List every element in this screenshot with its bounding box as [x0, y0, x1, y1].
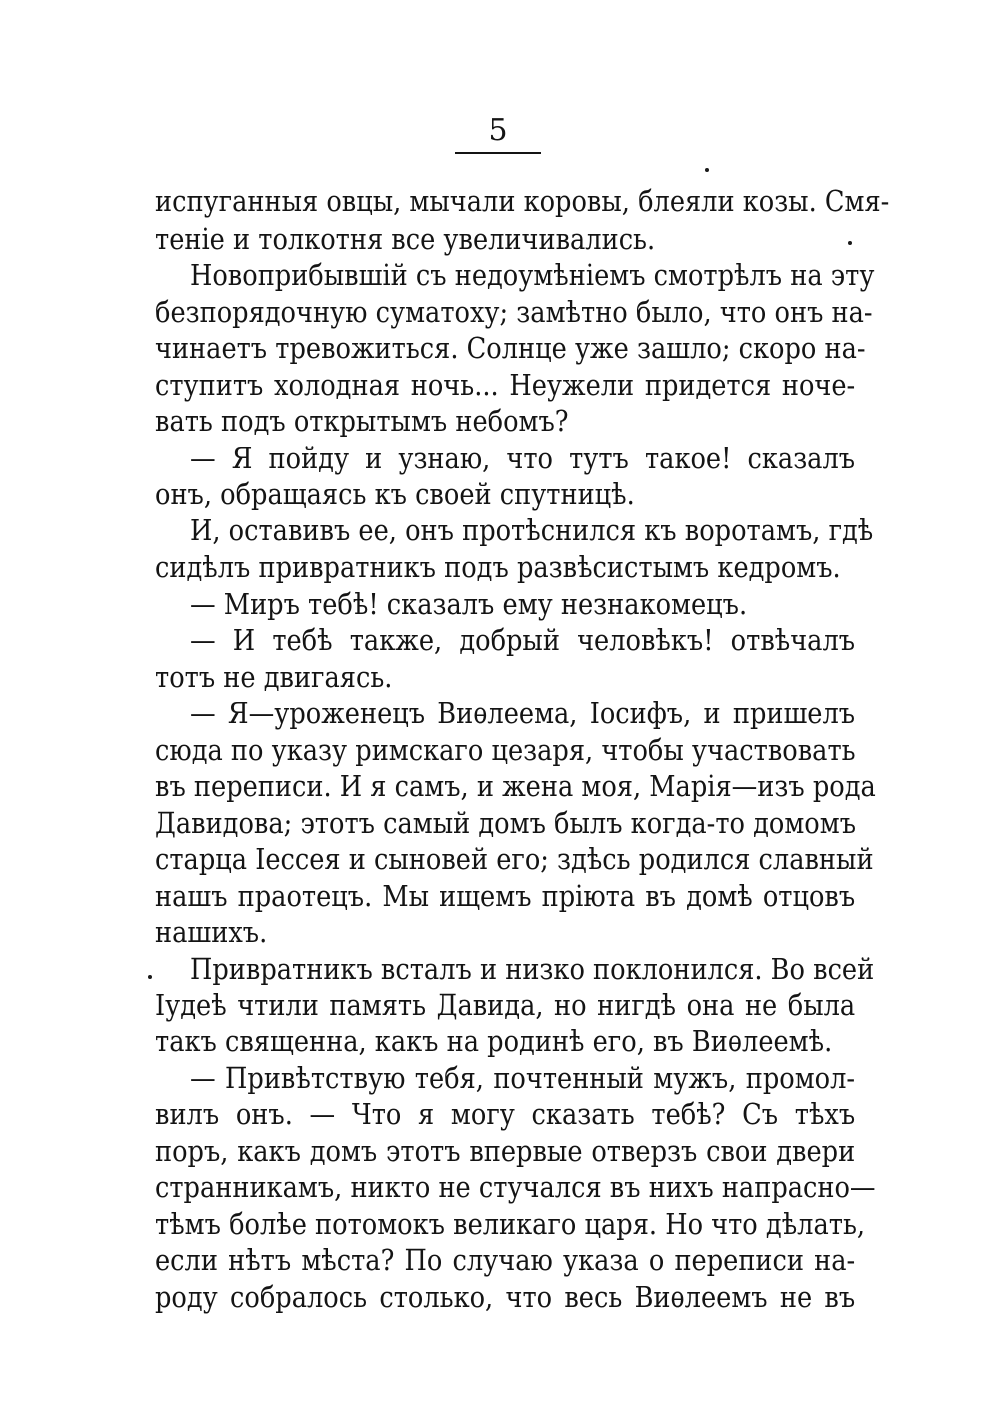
text-line: испуганныя овцы, мычали коровы, блеяли козы. Смя- [155, 185, 890, 218]
text-line: — Привѣтствую тебя, почтенный мужъ, промол- [190, 1062, 856, 1095]
print-speck [705, 168, 709, 172]
text-line: поръ, какъ домъ этотъ впервые отверзъ свои двери [155, 1135, 856, 1168]
text-line: сюда по указу римскаго цезаря, чтобы участвовать [155, 734, 856, 767]
text-line: такъ священна, какъ на родинѣ его, въ Виѳлеемѣ. [155, 1025, 833, 1058]
text-line: старца Іессея и сыновей его; здѣсь родился славный [155, 843, 874, 876]
page-number-rule [455, 152, 541, 154]
text-line: — Миръ тебѣ! сказалъ ему незнакомецъ. [190, 588, 748, 621]
text-line: онъ, обращаясь къ своей спутницѣ. [155, 478, 635, 511]
text-line: нашъ праотецъ. Мы ищемъ пріюта въ домѣ отцовъ [155, 880, 856, 913]
text-line: ступитъ холодная ночь... Неужели придется ноче- [155, 369, 856, 402]
text-line: безпорядочную суматоху; замѣтно было, что онъ на- [155, 296, 873, 329]
text-line: Іудеѣ чтили память Давида, но нигдѣ она не была [155, 989, 856, 1022]
text-line: вать подъ открытымъ небомъ? [155, 405, 569, 438]
text-line: теніе и толкотня все увеличивались. [155, 223, 656, 256]
text-line: — Я—уроженецъ Виѳлеема, Іосифъ, и пришелъ [190, 697, 856, 730]
text-line: роду собралось столько, что весь Виѳлеемъ не въ [155, 1281, 856, 1314]
text-line: — И тебѣ также, добрый человѣкъ! отвѣчалъ [190, 624, 856, 657]
text-line: если нѣтъ мѣста? По случаю указа о переписи на- [155, 1244, 856, 1277]
text-line: сидѣлъ привратникъ подъ развѣсистымъ кедромъ. [155, 551, 841, 584]
page-header [455, 114, 541, 154]
text-line: странникамъ, никто не стучался въ нихъ напрасно— [155, 1171, 876, 1204]
page-number: 5 [488, 113, 508, 148]
print-speck [148, 975, 152, 979]
text-line: нашихъ. [155, 916, 268, 949]
text-line: тотъ не двигаясь. [155, 661, 393, 694]
text-line: — Я пойду и узнаю, что тутъ такое! сказалъ [190, 442, 856, 475]
text-line: Новоприбывшій съ недоумѣніемъ смотрѣлъ на эту [190, 259, 875, 292]
text-line: вилъ онъ. — Что я могу сказать тебѣ? Съ тѣхъ [155, 1098, 856, 1131]
text-line: въ переписи. И я самъ, и жена моя, Марія—изъ рода [155, 770, 876, 803]
text-line: И, оставивъ ее, онъ протѣснился къ воротамъ, гдѣ [190, 514, 874, 547]
text-line: Давидова; этотъ самый домъ былъ когда-то домомъ [155, 807, 857, 840]
text-line: Привратникъ всталъ и низко поклонился. Во всей [190, 953, 875, 986]
text-line: чинаетъ тревожиться. Солнце уже зашло; скоро на- [155, 332, 866, 365]
text-line: тѣмъ болѣе потомокъ великаго царя. Но что дѣлать, [155, 1208, 866, 1241]
print-speck [848, 241, 852, 245]
